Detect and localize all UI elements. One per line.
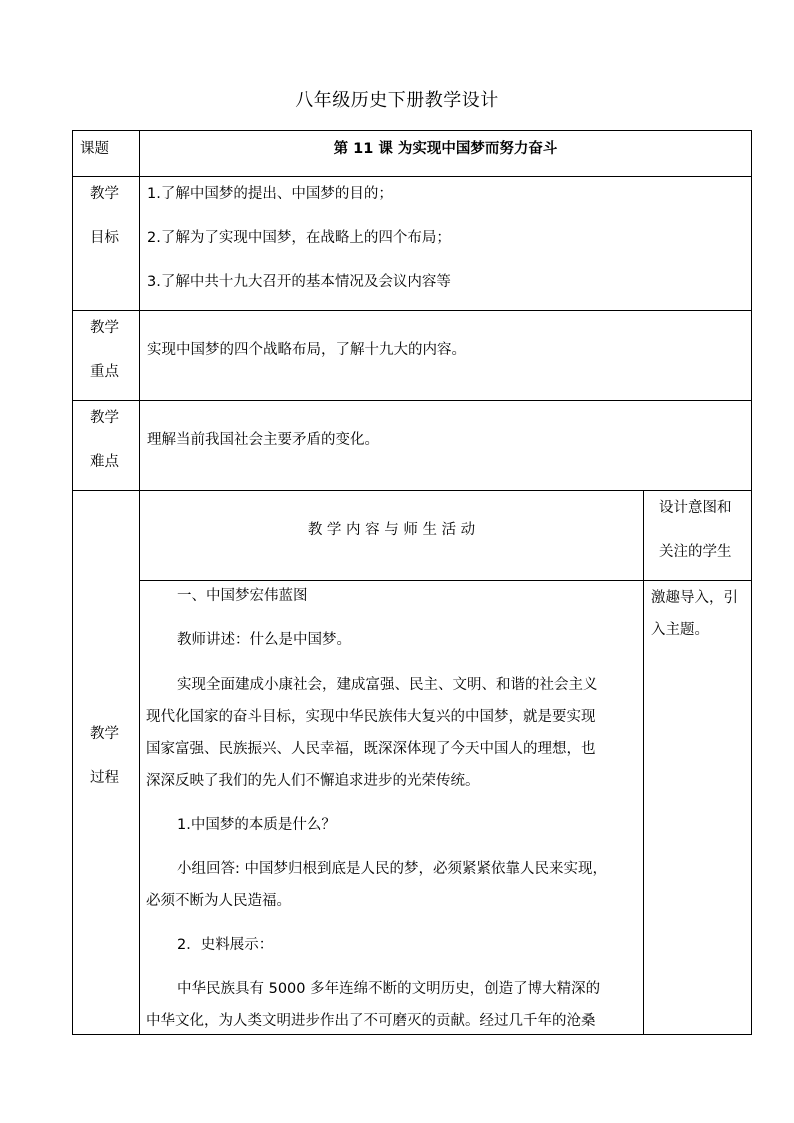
design-header-line1: 设计意图和 xyxy=(659,500,732,516)
design-header-line2: 关注的学生 xyxy=(659,544,732,560)
difficulties-text: 理解当前我国社会主要矛盾的变化。 xyxy=(147,432,379,448)
objectives-value-cell xyxy=(139,176,752,311)
design-header-cell xyxy=(643,490,752,581)
paragraph-1-line-4: 深深反映了我们的先人们不懈追求进步的光荣传统。 xyxy=(146,773,480,789)
objective-item-3: 3.了解中共十九大召开的基本情况及会议内容等 xyxy=(147,274,451,290)
design-note-line1: 激趣导入，引 xyxy=(651,590,738,606)
answer-line-1: 小组回答: 中国梦归根到底是人民的梦，必须紧紧依靠人民来实现， xyxy=(177,861,607,877)
paragraph-2-line-1: 中华民族具有 5000 多年连绵不断的文明历史，创造了博大精深的 xyxy=(177,981,601,997)
document-title: 八年级历史下册教学设计 xyxy=(295,90,499,111)
lesson-label: 课题 xyxy=(80,141,109,157)
difficulties-value-cell xyxy=(139,400,752,491)
process-label-line1: 教学 xyxy=(90,726,119,742)
lesson-value-cell xyxy=(139,130,752,177)
objectives-label-cell xyxy=(72,176,140,311)
objectives-label-line1: 教学 xyxy=(90,186,119,202)
paragraph-1-line-3: 国家富强、民族振兴、人民幸福，既深深体现了今天中国人的理想，也 xyxy=(146,741,596,757)
key-points-text: 实现中国梦的四个战略布局，了解十九大的内容。 xyxy=(147,342,466,358)
objective-item-2: 2.了解为了实现中国梦，在战略上的四个布局； xyxy=(147,230,451,246)
answer-line-2: 必须不断为人民造福。 xyxy=(146,893,291,909)
lesson-title: 第 11 课 为实现中国梦而努力奋斗 xyxy=(333,141,558,157)
key-points-value-cell xyxy=(139,310,752,401)
key-points-label-line1: 教学 xyxy=(90,320,119,336)
difficulties-label-cell xyxy=(72,400,140,491)
item-2-heading: 2．史料展示： xyxy=(177,937,274,953)
process-label-cell xyxy=(72,490,140,1035)
design-note-line2: 入主题。 xyxy=(651,622,709,638)
section-heading: 一、中国梦宏伟蓝图 xyxy=(177,588,308,604)
lesson-label-cell xyxy=(72,130,140,177)
objective-item-1: 1.了解中国梦的提出、中国梦的目的； xyxy=(147,186,393,202)
paragraph-1-line-2: 现代化国家的奋斗目标，实现中华民族伟大复兴的中国梦，就是要实现 xyxy=(146,709,596,725)
paragraph-1-line-1: 实现全面建成小康社会，建成富强、民主、文明、和谐的社会主义 xyxy=(177,677,598,693)
content-header: 教 学 内 容 与 师 生 活 动 xyxy=(307,522,476,538)
process-label-line2: 过程 xyxy=(90,770,119,786)
difficulties-label-line2: 难点 xyxy=(90,454,119,470)
difficulties-label-line1: 教学 xyxy=(90,410,119,426)
objectives-label-line2: 目标 xyxy=(90,230,119,246)
content-header-cell xyxy=(139,490,644,581)
design-note-cell xyxy=(643,580,752,1035)
key-points-label-cell xyxy=(72,310,140,401)
key-points-label-line2: 重点 xyxy=(90,364,119,380)
paragraph-2-line-2: 中华文化，为人类文明进步作出了不可磨灭的贡献。经过几千年的沧桑 xyxy=(146,1013,596,1029)
question-1: 1.中国梦的本质是什么？ xyxy=(177,817,336,833)
teacher-statement: 教师讲述：什么是中国梦。 xyxy=(177,632,351,648)
